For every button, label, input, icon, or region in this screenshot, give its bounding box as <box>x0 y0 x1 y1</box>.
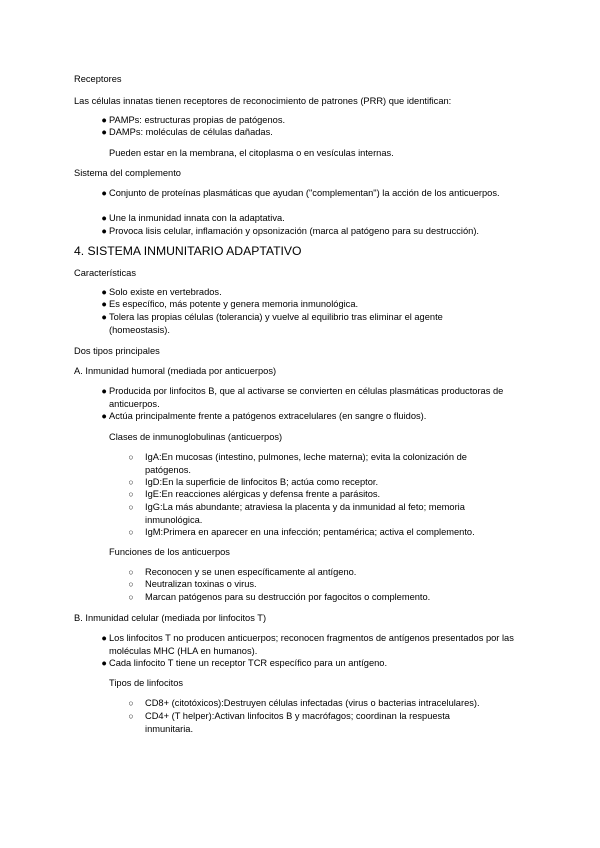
list-item: Actúa principalmente frente a patógenos extracelulares (en sangre o fluidos). <box>109 411 427 421</box>
list-item: IgM:Primera en aparecer en una infección; pentamérica; activa el complemento. <box>145 527 475 537</box>
list-item: Conjunto de proteínas plasmáticas que ayudan ("complementan") la acción de los anticuerpos. <box>109 188 500 198</box>
list-item: Producida por linfocitos B, que al activarse se convierten en células plasmáticas productoras de anticuerpos. <box>109 386 504 409</box>
circle-bullet-icon: ○ <box>128 477 134 487</box>
dos-tipos-heading: Dos tipos principales <box>74 346 160 356</box>
list-item: Los linfocitos T no producen anticuerpos; reconocen fragmentos de antígenos presentados por las moléculas MHC (HLA en humanos). <box>109 633 514 656</box>
caracteristicas-heading: Características <box>74 268 136 278</box>
circle-bullet-icon: ○ <box>128 567 134 577</box>
bullet-icon: ● <box>101 658 107 668</box>
list-item: Solo existe en vertebrados. <box>109 287 222 297</box>
circle-bullet-icon: ○ <box>128 527 134 537</box>
bullet-icon: ● <box>101 312 107 322</box>
list-item: Provoca lisis celular, inflamación y opsonización (marca al patógeno para su destrucción). <box>109 226 479 236</box>
complemento-heading: Sistema del complemento <box>74 168 181 178</box>
celular-heading: B. Inmunidad celular (mediada por linfocitos T) <box>74 613 267 623</box>
list-item: Cada linfocito T tiene un receptor TCR específico para un antígeno. <box>109 658 388 668</box>
bullet-icon: ● <box>101 115 107 125</box>
list-item: CD8+ (citotóxicos):Destruyen células infectadas (virus o bacterias intracelulares). <box>145 698 480 708</box>
receptores-note: Pueden estar en la membrana, el citoplasma o en vesículas internas. <box>109 148 394 158</box>
circle-bullet-icon: ○ <box>128 489 134 499</box>
receptores-heading: Receptores <box>74 74 122 84</box>
bullet-icon: ● <box>101 299 107 309</box>
list-item: Es específico, más potente y genera memoria inmunológica. <box>109 299 359 309</box>
list-item: Une la inmunidad innata con la adaptativa. <box>109 213 285 223</box>
circle-bullet-icon: ○ <box>128 592 134 602</box>
list-item: Reconocen y se unen específicamente al antígeno. <box>145 567 357 577</box>
clases-heading: Clases de inmunoglobulinas (anticuerpos) <box>109 432 283 442</box>
list-item: DAMPs: moléculas de células dañadas. <box>109 127 273 137</box>
bullet-icon: ● <box>101 386 107 396</box>
circle-bullet-icon: ○ <box>128 711 134 721</box>
list-item: IgD:En la superficie de linfocitos B; actúa como receptor. <box>145 477 379 487</box>
circle-bullet-icon: ○ <box>128 502 134 512</box>
bullet-icon: ● <box>101 226 107 236</box>
bullet-icon: ● <box>101 213 107 223</box>
list-item: Neutralizan toxinas o virus. <box>145 579 257 589</box>
list-item: PAMPs: estructuras propias de patógenos. <box>109 115 286 125</box>
list-item: IgE:En reacciones alérgicas y defensa frente a parásitos. <box>145 489 381 499</box>
circle-bullet-icon: ○ <box>128 698 134 708</box>
list-item: Tolera las propias células (tolerancia) y vuelve al equilibrio tras eliminar el agente (homeostasis). <box>109 312 443 335</box>
funciones-heading: Funciones de los anticuerpos <box>109 547 230 557</box>
list-item: IgA:En mucosas (intestino, pulmones, leche materna); evita la colonización de patógenos. <box>145 452 467 475</box>
list-item: IgG:La más abundante; atraviesa la placenta y da inmunidad al feto; memoria inmunológica. <box>145 502 465 525</box>
section-title: 4. SISTEMA INMUNITARIO ADAPTATIVO <box>74 244 302 258</box>
bullet-icon: ● <box>101 287 107 297</box>
receptores-intro: Las células innatas tienen receptores de reconocimiento de patrones (PRR) que identifican: <box>74 96 452 106</box>
bullet-icon: ● <box>101 411 107 421</box>
circle-bullet-icon: ○ <box>128 579 134 589</box>
tipos-heading: Tipos de linfocitos <box>109 678 184 688</box>
bullet-icon: ● <box>101 127 107 137</box>
circle-bullet-icon: ○ <box>128 452 134 462</box>
bullet-icon: ● <box>101 188 107 198</box>
humoral-heading: A. Inmunidad humoral (mediada por anticuerpos) <box>74 366 277 376</box>
list-item: Marcan patógenos para su destrucción por fagocitos o complemento. <box>145 592 431 602</box>
bullet-icon: ● <box>101 633 107 643</box>
list-item: CD4+ (T helper):Activan linfocitos B y macrófagos; coordinan la respuesta inmunitaria. <box>145 711 450 734</box>
